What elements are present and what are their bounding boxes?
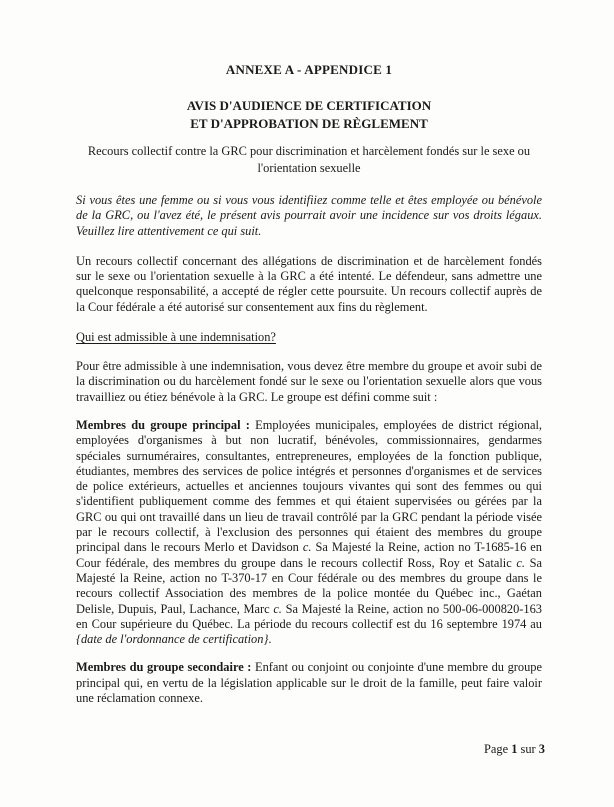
case-citation-c-2: c. [516,555,525,570]
footer-separator: sur [520,742,536,756]
overview-paragraph: Un recours collectif concernant des allégations de discrimination et de harcèlement fondés sur le sexe ou l'orientation sexuelle à la GRC a été intenté. Le défendeur, sans admettre une quelconque responsabilité, a accepté de régler cette poursuite. Un recours collectif auprès de la Cour fédérale a été autorisé sur consentement aux fins du règlement. [76,253,542,314]
primary-class-end-period: . [268,632,272,647]
footer-page-label: Page [484,742,509,756]
certification-date-placeholder: {date de l'ordonnance de certification} [76,632,269,647]
footer-total-pages: 3 [538,742,545,756]
document-subtitle: Recours collectif contre la GRC pour discrimination et harcèlement fondés sur le sexe ou l'orientation sexuelle [87,144,531,175]
case-citation-c-3: c. [273,601,282,616]
case-citation-c-1: c. [302,540,312,555]
annex-title: ANNEXE A - APPENDICE 1 [225,62,393,77]
footer-page-number: 1 [511,742,518,756]
secondary-class-label: Membres du groupe secondaire : [76,660,252,675]
primary-class-label: Membres du groupe principal : [76,417,250,432]
notice-title [76,97,542,132]
intro-advisory-paragraph: Si vous êtes une femme ou si vous vous identifiiez comme telle et êtes employée ou bénévole de la GRC, ou l'avez été, le présent avis pourrait avoir une incidence sur vos droits légaux. Veuillez lire attentivement ce qui suit. [76,193,542,238]
primary-class-text-4: Sa Majesté la Reine, action no 500-06-000820-163 en Cour supérieure du Québec. La période du recours collectif est du 16 septembre 1974 au [76,601,542,631]
primary-class-text-3: Sa Majesté la Reine, action no T-370-17 en Cour fédérale ou des membres du groupe dans le recours collectif Association des membres de la police montée du Québec inc., Gaétan Delisle, Dupuis, Paul, Lachance, Marc [76,555,542,616]
secondary-class-text: Enfant ou conjoint ou conjointe d'une membre du groupe principal qui, en vertu de la législation applicable sur le droit de la famille, peut faire valoir une réclamation connexe. [76,660,542,706]
primary-class-text-2: Sa Majesté la Reine, action no T-1685-16 en Cour fédérale, des membres du groupe dans le recours collectif Ross, Roy et Satalic [76,540,542,570]
eligibility-heading-text: Qui est admissible à une indemnisation? [76,330,276,345]
notice-title-line2: ET D'APPROBATION DE RÈGLEMENT [190,115,428,131]
eligibility-paragraph: Pour être admissible à une indemnisation, vous devez être membre du groupe et avoir subi de la discrimination ou du harcèlement fondé sur le sexe ou l'orientation sexuelle alors que vous travailliez ou étiez bénévole à la GRC. Le groupe est défini comme suit : [76,359,542,404]
primary-class-paragraph [76,418,542,647]
page-footer [484,742,545,757]
primary-class-text-1: Employées municipales, employées de district régional, employées d'organismes à but non lucratif, bénévoles, commissionnaires, gendarmes spéciales surnuméraires, consultantes, entrepreneures, employées de la fonction publique, étudiantes, membres des services de police intégrés et personnes d'organismes et de services de police extérieurs, actuelles et anciennes toujours vivantes qui sont des femmes ou qui s'identifient publiquement comme des femmes et qui étaient supervisées ou gérées par la GRC ou qui ont travaillé dans un lieu de travail contrôlé par la GRC pendant la période visée par le recours collectif, à l'exclusion des personnes qui étaient des membres du groupe principal dans le recours Merlo et Davidson [76,417,542,555]
secondary-class-paragraph [76,660,542,706]
eligibility-heading [76,330,542,345]
notice-title-line1: AVIS D'AUDIENCE DE CERTIFICATION [186,98,432,113]
